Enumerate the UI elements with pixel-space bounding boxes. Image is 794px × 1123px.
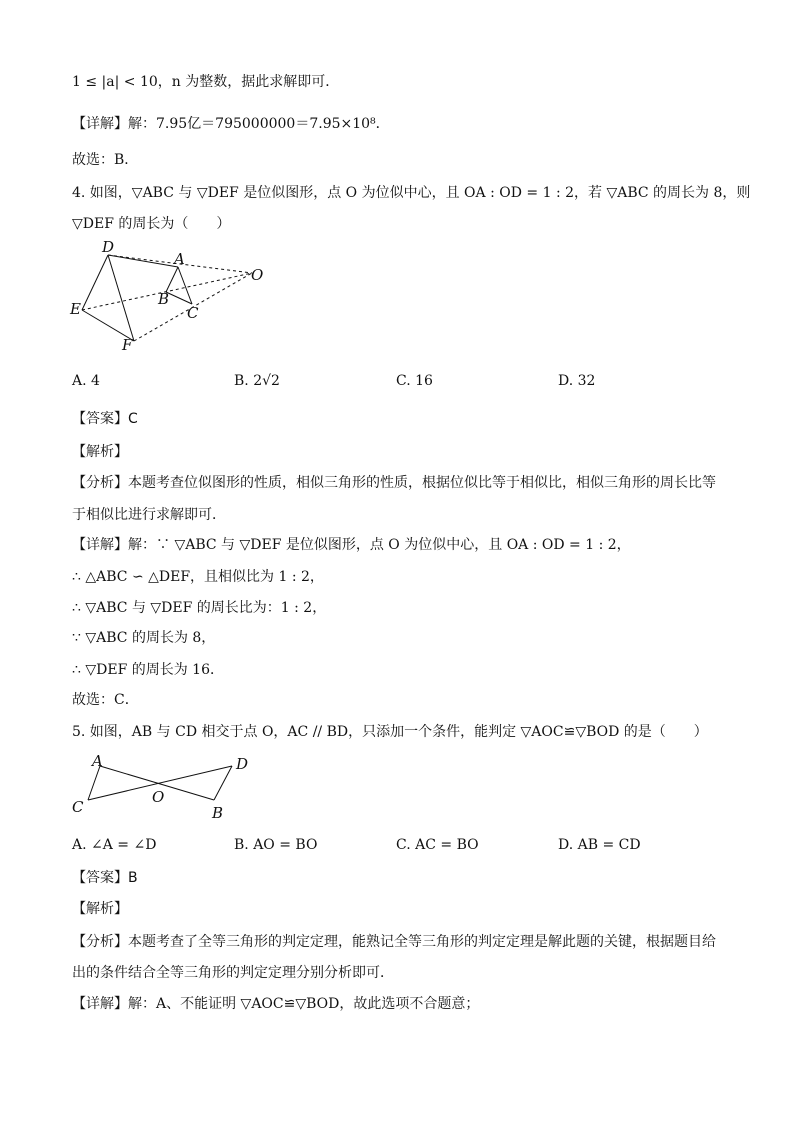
label-D: D bbox=[102, 240, 115, 256]
q5-option-a: A. ∠A = ∠D bbox=[72, 837, 157, 853]
q4-figure bbox=[66, 240, 276, 355]
label-A: A bbox=[92, 752, 103, 770]
q4-option-b: B. 2√2 bbox=[234, 373, 280, 389]
label-C: C bbox=[187, 304, 199, 322]
intro-line: 1 ≤ |a| < 10，n 为整数，据此求解即可． bbox=[72, 74, 340, 90]
q4-option-d: D. 32 bbox=[558, 373, 596, 389]
q4-analysis-1: 【分析】本题考查位似图形的性质，相似三角形的性质，根据位似比等于相似比，相似三角形的周长比等 bbox=[72, 475, 716, 491]
q5-answer: 【答案】B bbox=[72, 870, 138, 886]
label-O: O bbox=[152, 788, 165, 806]
q5-jiexi: 【解析】 bbox=[72, 901, 128, 917]
choice-line: 故选：B． bbox=[72, 152, 139, 168]
q4-analysis-2: 于相似比进行求解即可． bbox=[72, 507, 226, 523]
q4-detail-5: ∴ ▽DEF 的周长为 16． bbox=[72, 662, 224, 678]
q5-detail-1: 【详解】解：A、不能证明 ▽AOC≌▽BOD，故此选项不合题意； bbox=[72, 996, 480, 1012]
q4-answer: 【答案】C bbox=[72, 411, 138, 427]
q4-detail-2: ∴ △ABC ∽ △DEF，且相似比为 1 : 2， bbox=[72, 569, 324, 585]
label-D: D bbox=[236, 755, 249, 773]
label-O: O bbox=[251, 266, 264, 284]
label-A: A bbox=[174, 250, 185, 268]
q4-option-c: C. 16 bbox=[396, 373, 433, 389]
q4-jiexi: 【解析】 bbox=[72, 444, 128, 460]
line-DE bbox=[82, 255, 108, 310]
q5-stem: 5. 如图，AB 与 CD 相交于点 O，AC // BD，只添加一个条件，能判定 ▽AOC≌▽BOD 的是（ ） bbox=[72, 724, 708, 740]
q5-option-d: D. AB = CD bbox=[558, 837, 641, 853]
q5-option-b: B. AO = BO bbox=[234, 837, 318, 853]
line-AC bbox=[88, 766, 100, 800]
q4-detail-1: 【详解】解：∵ ▽ABC 与 ▽DEF 是位似图形，点 O 为位似中心，且 OA : OD = 1 : 2， bbox=[72, 537, 631, 553]
label-C: C bbox=[72, 798, 84, 816]
label-E: E bbox=[70, 300, 81, 318]
q5-analysis-2: 出的条件结合全等三角形的判定定理分别分析即可． bbox=[72, 965, 394, 981]
q4-detail-3: ∴ ▽ABC 与 ▽DEF 的周长比为：1 : 2， bbox=[72, 600, 327, 616]
label-B: B bbox=[212, 804, 224, 822]
q4-stem: 4. 如图，▽ABC 与 ▽DEF 是位似图形，点 O 为位似中心，且 OA : OD = 1 : 2，若 ▽ABC 的周长为 8，则 bbox=[72, 185, 751, 201]
label-B: B bbox=[158, 290, 170, 308]
line-DA bbox=[108, 255, 178, 267]
detail-line: 【详解】解：7.95亿＝795000000＝7.95×10⁸． bbox=[72, 116, 390, 132]
q5-figure bbox=[66, 752, 266, 824]
q4-detail-6: 故选：C． bbox=[72, 692, 139, 708]
q4-stem-2: ▽DEF 的周长为（ ） bbox=[72, 216, 231, 232]
q5-option-c: C. AC = BO bbox=[396, 837, 479, 853]
q4-option-a: A. 4 bbox=[72, 373, 100, 389]
line-DB bbox=[214, 766, 232, 800]
line-AB bbox=[166, 267, 178, 292]
label-F: F bbox=[122, 336, 133, 354]
q5-analysis-1: 【分析】本题考查了全等三角形的判定定理，能熟记全等三角形的判定定理是解此题的关键，根据题目给 bbox=[72, 934, 716, 950]
q4-detail-4: ∵ ▽ABC 的周长为 8， bbox=[72, 630, 216, 646]
